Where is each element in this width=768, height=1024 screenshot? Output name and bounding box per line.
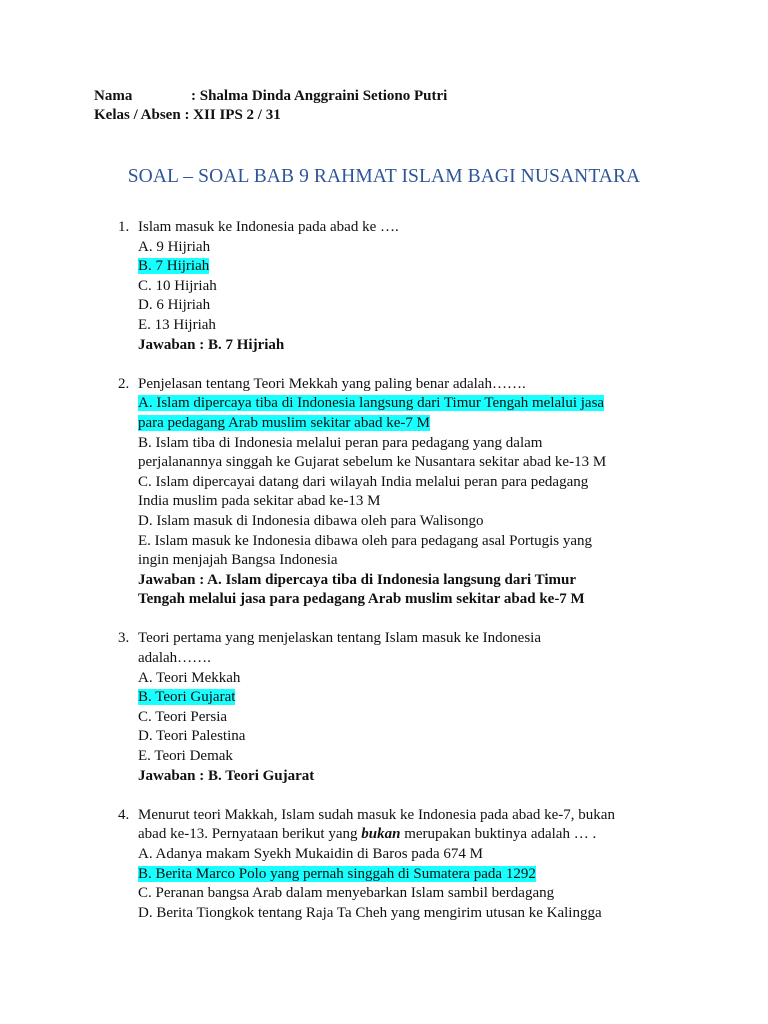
option: perjalanannya singgah ke Gujarat sebelum ke Nusantara sekitar abad ke-13 M [138, 454, 607, 471]
option: E. Islam masuk ke Indonesia dibawa oleh para pedagang asal Portugis yang [138, 532, 593, 549]
name-value: : Shalma Dinda Anggraini Setiono Putri [191, 88, 448, 104]
question-text [138, 825, 678, 845]
question-text: Islam masuk ke Indonesia pada abad ke …. [138, 219, 399, 235]
name-row [94, 87, 447, 106]
question-item [118, 375, 678, 610]
question-text-part: merupakan buktinya adalah … . [400, 826, 597, 843]
answer-text: Jawaban : A. Islam dipercaya tiba di Indonesia langsung dari Timur [138, 571, 577, 588]
option: D. Berita Tiongkok tentang Raja Ta Cheh yang mengirim utusan ke Kalingga [138, 904, 602, 921]
option: A. 9 Hijriah [138, 238, 211, 255]
option: D. Islam masuk di Indonesia dibawa oleh para Walisongo [138, 512, 484, 529]
option: A. Teori Mekkah [138, 669, 241, 686]
question-text-part: abad ke-13. Pernyataan berikut yang [138, 826, 362, 843]
question-text: Menurut teori Makkah, Islam sudah masuk ke Indonesia pada abad ke-7, bukan [138, 806, 615, 823]
highlight-mark: A. Islam dipercaya tiba di Indonesia langsung dari Timur Tengah melalui jasa [138, 395, 605, 412]
option-highlighted [138, 257, 678, 277]
option: ingin menjajah Bangsa Indonesia [138, 552, 338, 569]
option: B. Islam tiba di Indonesia melalui peran para pedagang yang dalam [138, 434, 543, 451]
highlight-mark: B. Berita Marco Polo yang pernah singgah di Sumatera pada 1292 [138, 865, 536, 882]
highlight-mark: B. 7 Hijriah [138, 258, 210, 275]
question-number: 1. [118, 219, 130, 235]
option: A. Adanya makam Syekh Mukaidin di Baros pada 674 M [138, 846, 483, 862]
question-item [118, 806, 678, 924]
option: C. Peranan bangsa Arab dalam menyebarkan Islam sambil berdagang [138, 885, 555, 902]
question-number: 4. [118, 806, 130, 823]
page-title: SOAL – SOAL BAB 9 RAHMAT ISLAM BAGI NUSANTARA [127, 166, 641, 187]
highlight-mark: B. Teori Gujarat [138, 689, 236, 706]
option: D. Teori Palestina [138, 728, 246, 745]
highlight-mark: para pedagang Arab muslim sekitar abad ke-7 M [138, 414, 430, 431]
class-value: : XII IPS 2 / 31 [184, 107, 281, 123]
option: C. 10 Hijriah [138, 277, 217, 294]
option: India muslim pada sekitar abad ke-13 M [138, 493, 381, 510]
option: E. 13 Hijriah [138, 316, 216, 333]
question-text: adalah……. [138, 650, 211, 667]
answer-text: Jawaban : B. 7 Hijriah [138, 336, 285, 353]
question-emphasis: bukan [361, 826, 401, 843]
question-text: Penjelasan tentang Teori Mekkah yang paling benar adalah……. [138, 375, 526, 392]
question-text: Teori pertama yang menjelaskan tentang Islam masuk ke Indonesia [138, 630, 541, 647]
option: C. Teori Persia [138, 708, 228, 725]
question-number: 3. [118, 630, 130, 647]
option: E. Teori Demak [138, 748, 233, 765]
class-row [94, 106, 447, 125]
option-highlighted [138, 688, 678, 708]
student-info [94, 87, 447, 125]
name-label: Nama [94, 88, 133, 104]
question-item [118, 629, 678, 786]
answer-text: Tengah melalui jasa para pedagang Arab muslim sekitar abad ke-7 M [138, 591, 585, 608]
option-highlighted [138, 865, 678, 885]
class-label: Kelas / Absen [94, 107, 181, 123]
question-number: 2. [118, 375, 130, 392]
option: D. 6 Hijriah [138, 297, 211, 314]
option-highlighted [138, 394, 678, 414]
option: C. Islam dipercayai datang dari wilayah India melalui peran para pedagang [138, 473, 589, 490]
question-list [118, 218, 678, 943]
question-item [118, 218, 678, 355]
answer-text: Jawaban : B. Teori Gujarat [138, 767, 315, 784]
option-highlighted [138, 414, 678, 434]
